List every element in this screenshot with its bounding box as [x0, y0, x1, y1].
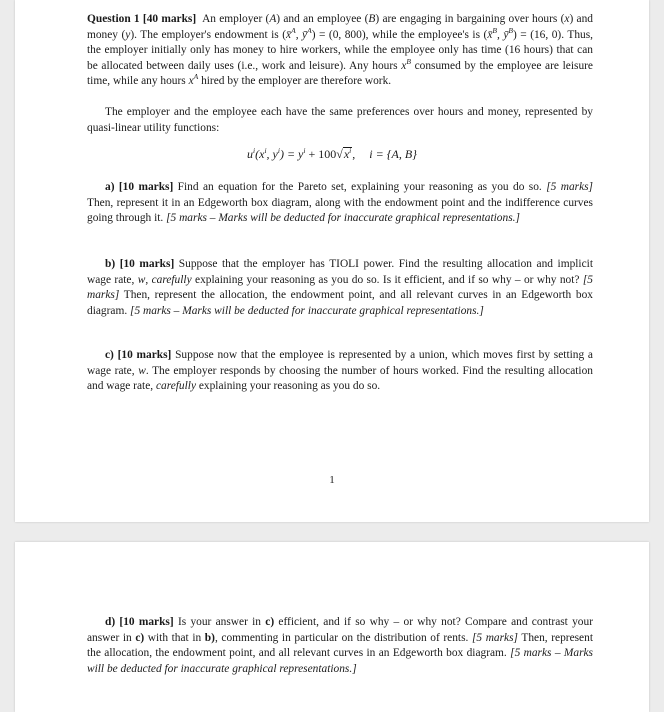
part-a-text: Find an equation for the Pareto set, explaining your reasoning as you do so. — [173, 181, 547, 193]
part-a-marks: [5 marks] — [546, 181, 593, 193]
var-w: w — [137, 273, 146, 286]
intro-text: ) and money ( — [87, 13, 593, 41]
preferences-paragraph: The employer and the employee each have the same preferences over hours and money, represented by quasi-linear utility functions: — [87, 106, 593, 134]
superscript: A — [193, 72, 199, 82]
part-c — [87, 348, 593, 395]
part-c-text: . The employer responds by choosing the number of hours worked. Find the resulting allocation and wage rate, — [87, 364, 593, 392]
part-c-text: Suppose now that the employee is represented by a union, which moves first by setting a wage rate, — [87, 349, 593, 377]
part-d-text: Then, represent the allocation, the endowment point, and all relevant curves in an Edgeworth box diagram. — [87, 631, 593, 659]
eq-index: i = {A, B} — [369, 147, 417, 161]
emphasis: carefully — [151, 273, 192, 286]
part-d-text: efficient, and if so why – or why not? Compare and contrast your answer in — [87, 616, 593, 644]
part-b-marks: [5 marks] — [87, 273, 593, 301]
intro-text: , while the employee's is ( — [365, 28, 488, 41]
question-intro — [87, 12, 593, 90]
var-w: w — [138, 364, 146, 377]
var-a: A — [269, 13, 277, 25]
endowment-b: , ȳ — [496, 28, 509, 41]
var-x: x — [564, 13, 570, 25]
part-c-text: explaining your reasoning as you do so. — [196, 380, 381, 392]
eq-sup: i — [277, 146, 280, 155]
eq-part: ) = y — [279, 147, 304, 161]
eq-part: u — [247, 147, 254, 161]
eq-part: , — [352, 147, 356, 161]
eq-sup: i — [253, 146, 256, 155]
utility-equation — [15, 146, 649, 162]
emphasis: carefully — [155, 380, 197, 392]
endowment-a: , ȳ — [295, 28, 308, 41]
part-b-text: Then, represent the allocation, the endowment point, and all relevant curves in an Edgeworth box diagram. — [87, 289, 593, 317]
eq-sup: i — [303, 146, 306, 155]
superscript: B — [508, 25, 513, 35]
eq-sup: i — [349, 146, 352, 155]
part-b-marks: [5 marks – Marks will be deducted for inaccurate graphical representations.] — [130, 304, 484, 317]
document-page-1 — [15, 0, 649, 522]
eq-part: , y — [266, 147, 278, 161]
part-b-label: b) [10 marks] — [105, 258, 175, 270]
eq-sup: i — [264, 146, 267, 155]
intro-text: hired by the employer are therefore work. — [198, 75, 392, 87]
document-page-2 — [15, 542, 649, 712]
part-d-marks: [5 marks – Marks will be deducted for inaccurate graphical representations.] — [87, 647, 593, 675]
part-b-text: , — [145, 273, 152, 286]
part-b-text: Suppose that the employer has TIOLI power. Find the resulting allocation and implicit wage rate, — [87, 258, 593, 286]
part-a-label: a) [10 marks] — [105, 181, 174, 193]
part-d-text: , commenting in particular on the distribution of rents. — [214, 631, 472, 644]
intro-text: . Thus, the employer initially only has money to hire workers, while the employee only has time (16 hours) that can be allocated between daily uses (i.e., work and leisure). Any hours — [87, 28, 593, 72]
superscript: B — [492, 25, 497, 35]
part-a-text: Then, represent it in an Edgeworth box diagram, along with the endowment point and the indifference curves going through it. — [87, 196, 593, 224]
part-d-text: Is your answer in — [173, 616, 266, 628]
superscript: A — [307, 25, 312, 35]
endowment-b: x̄ — [487, 28, 493, 41]
var-y: y — [125, 28, 131, 41]
part-d — [87, 615, 593, 677]
intro-text: ). The employer's endowment is ( — [130, 28, 287, 41]
page-number: 1 — [329, 474, 335, 486]
var-xb: x — [401, 59, 407, 72]
part-a — [87, 180, 593, 227]
part-c-label: c) [10 marks] — [105, 349, 172, 361]
part-b — [87, 257, 593, 319]
superscript: A — [291, 25, 296, 35]
intro-text: ) and an employee ( — [276, 13, 369, 25]
var-b: B — [368, 13, 376, 25]
intro-text: consumed by the employee are leisure time, while any hours — [87, 59, 593, 87]
superscript: B — [406, 56, 411, 66]
part-b-text: explaining your reasoning as you do so. Is it efficient, and if so why – or why not? — [191, 273, 583, 286]
eq-part: + 100 — [305, 147, 337, 161]
sqrt-symbol: √ — [336, 147, 343, 161]
endowment-a-value: ) = (0, 800) — [311, 28, 366, 41]
part-ref: c) — [265, 616, 275, 628]
endowment-b-value: ) = (16, 0) — [512, 28, 562, 41]
part-ref: b) — [204, 631, 215, 644]
part-a-marks: [5 marks – Marks will be deducted for inaccurate graphical representations.] — [166, 212, 520, 224]
question-heading: Question 1 [40 marks] — [87, 13, 197, 25]
part-d-label: d) [10 marks] — [105, 616, 174, 628]
part-d-marks: [5 marks] — [471, 631, 518, 644]
var-xa: x — [188, 75, 194, 87]
eq-part: x — [343, 147, 350, 161]
intro-text: ) are engaging in bargaining over hours ( — [375, 13, 565, 25]
intro-text: An employer ( — [202, 13, 270, 25]
eq-part: (x — [255, 147, 265, 161]
part-d-text: with that in — [144, 631, 205, 644]
sqrt-body — [343, 147, 352, 161]
part-ref: c) — [135, 631, 145, 644]
endowment-a: x̄ — [286, 28, 292, 41]
